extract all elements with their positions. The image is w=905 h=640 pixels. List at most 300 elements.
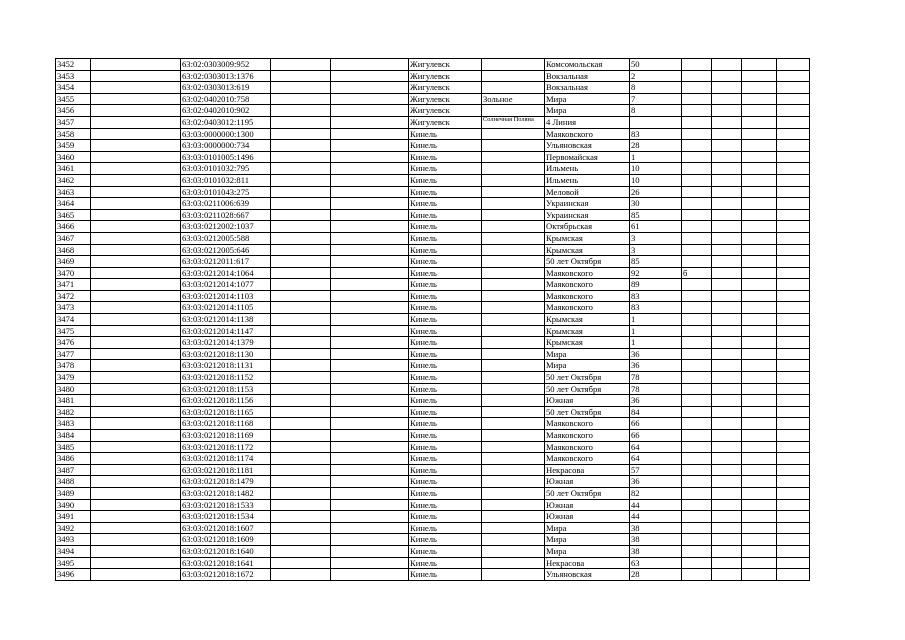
cell-city: Кинель [409,406,482,418]
cell-city: Кинель [409,128,482,140]
cell-empty-col-l [742,464,777,476]
cell-empty-col-b [91,545,181,557]
cell-empty-col-e [331,128,409,140]
cell-letter [682,128,712,140]
cell-street: Крымская [545,325,630,337]
cell-city: Кинель [409,372,482,384]
cell-empty-col-d [271,70,331,82]
cell-street: Маяковского [545,453,630,465]
cell-city: Кинель [409,337,482,349]
cell-empty-col-l [742,151,777,163]
cell-locality [482,557,545,569]
cell-empty-col-d [271,487,331,499]
cell-locality [482,82,545,94]
cell-empty-col-d [271,174,331,186]
cell-house-number: 1 [630,325,682,337]
table-row [56,522,810,534]
cell-street: Вокзальная [545,70,630,82]
cell-locality [482,290,545,302]
cell-empty-col-k [712,464,742,476]
cell-empty-col-k [712,267,742,279]
cell-locality: Зольное [482,93,545,105]
cell-empty-col-b [91,557,181,569]
cell-empty-col-m [777,499,810,511]
cell-locality [482,59,545,71]
cell-house-number: 83 [630,290,682,302]
cell-house-number: 57 [630,464,682,476]
cell-row-number: 3473 [56,302,91,314]
cell-empty-col-e [331,221,409,233]
cell-empty-col-e [331,209,409,221]
cell-empty-col-b [91,105,181,117]
cell-empty-col-m [777,244,810,256]
cell-letter [682,186,712,198]
cell-empty-col-m [777,406,810,418]
cell-cadastral-number: 63:02:0402010:902 [181,105,271,117]
cell-empty-col-m [777,93,810,105]
cell-empty-col-k [712,557,742,569]
cell-empty-col-b [91,290,181,302]
cell-empty-col-e [331,70,409,82]
cell-empty-col-m [777,105,810,117]
cell-city: Жигулевск [409,93,482,105]
cell-cadastral-number: 63:03:0212018:1153 [181,383,271,395]
cell-empty-col-e [331,279,409,291]
cell-house-number: 89 [630,279,682,291]
cell-row-number: 3487 [56,464,91,476]
cell-letter [682,174,712,186]
cell-empty-col-l [742,372,777,384]
cell-empty-col-m [777,256,810,268]
cell-empty-col-b [91,418,181,430]
cell-street: Мира [545,348,630,360]
cell-empty-col-k [712,534,742,546]
cell-street: Маяковского [545,418,630,430]
cell-city: Кинель [409,522,482,534]
cell-city: Кинель [409,534,482,546]
cell-empty-col-b [91,511,181,523]
cell-empty-col-e [331,522,409,534]
cell-locality [482,383,545,395]
cell-empty-col-d [271,163,331,175]
cell-letter [682,337,712,349]
cell-city: Кинель [409,348,482,360]
cell-empty-col-b [91,186,181,198]
cell-cadastral-number: 63:03:0212018:1165 [181,406,271,418]
cell-empty-col-k [712,430,742,442]
cell-empty-col-m [777,128,810,140]
cell-street: Украинская [545,198,630,210]
cell-empty-col-b [91,569,181,581]
cell-empty-col-l [742,209,777,221]
cell-cadastral-number: 63:03:0212014:1103 [181,290,271,302]
cell-street: Вокзальная [545,82,630,94]
cell-empty-col-l [742,116,777,128]
cell-empty-col-k [712,256,742,268]
cell-empty-col-e [331,314,409,326]
cell-house-number: 61 [630,221,682,233]
cell-empty-col-l [742,430,777,442]
cell-city: Кинель [409,140,482,152]
cell-city: Кинель [409,545,482,557]
cell-street: Мира [545,93,630,105]
cell-locality [482,279,545,291]
cell-street: Мира [545,105,630,117]
table-row [56,325,810,337]
cell-cadastral-number: 63:02:0303009:952 [181,59,271,71]
cell-house-number: 36 [630,395,682,407]
cell-empty-col-b [91,395,181,407]
cell-empty-col-e [331,174,409,186]
cell-empty-col-l [742,499,777,511]
table-row [56,372,810,384]
cell-house-number: 36 [630,476,682,488]
cell-empty-col-b [91,337,181,349]
table-row [56,174,810,186]
cell-street: Южная [545,511,630,523]
cell-empty-col-e [331,82,409,94]
cell-row-number: 3459 [56,140,91,152]
cell-empty-col-m [777,348,810,360]
cell-street: 4 Линия [545,116,630,128]
cell-empty-col-d [271,302,331,314]
cell-empty-col-e [331,325,409,337]
cell-empty-col-e [331,430,409,442]
cell-letter [682,140,712,152]
cell-row-number: 3492 [56,522,91,534]
cell-empty-col-b [91,82,181,94]
cell-locality [482,395,545,407]
cell-empty-col-k [712,348,742,360]
cell-empty-col-l [742,244,777,256]
cell-empty-col-l [742,128,777,140]
cell-street: Мира [545,534,630,546]
cell-row-number: 3461 [56,163,91,175]
cell-street: Мира [545,360,630,372]
table-row [56,534,810,546]
cell-empty-col-l [742,406,777,418]
cell-empty-col-d [271,82,331,94]
cell-city: Жигулевск [409,82,482,94]
cell-letter [682,545,712,557]
cell-row-number: 3478 [56,360,91,372]
cell-letter [682,70,712,82]
cell-empty-col-m [777,82,810,94]
table-body [56,59,810,581]
cell-empty-col-m [777,476,810,488]
table-row [56,279,810,291]
cell-empty-col-k [712,511,742,523]
cell-empty-col-e [331,418,409,430]
cell-empty-col-d [271,453,331,465]
cell-empty-col-k [712,221,742,233]
cell-locality [482,569,545,581]
cell-empty-col-d [271,256,331,268]
cell-cadastral-number: 63:03:0212018:1641 [181,557,271,569]
table-row [56,198,810,210]
cell-locality [482,430,545,442]
cell-street: 50 лет Октября [545,256,630,268]
table-row [56,105,810,117]
cell-house-number: 64 [630,441,682,453]
cell-letter [682,383,712,395]
cell-empty-col-d [271,337,331,349]
cell-empty-col-e [331,116,409,128]
cell-house-number: 85 [630,256,682,268]
cell-row-number: 3466 [56,221,91,233]
cell-empty-col-d [271,209,331,221]
cell-locality [482,522,545,534]
cell-row-number: 3494 [56,545,91,557]
cell-letter [682,557,712,569]
cell-street: Украинская [545,209,630,221]
cell-house-number: 63 [630,557,682,569]
cell-row-number: 3482 [56,406,91,418]
cell-empty-col-l [742,221,777,233]
cell-city: Кинель [409,232,482,244]
cell-cadastral-number: 63:03:0212018:1156 [181,395,271,407]
table-row [56,476,810,488]
cell-cadastral-number: 63:03:0101032:795 [181,163,271,175]
cell-empty-col-k [712,487,742,499]
cell-empty-col-b [91,279,181,291]
cell-cadastral-number: 63:03:0212018:1479 [181,476,271,488]
cell-empty-col-d [271,406,331,418]
cell-empty-col-m [777,325,810,337]
cell-row-number: 3485 [56,441,91,453]
cell-empty-col-e [331,395,409,407]
cell-empty-col-e [331,441,409,453]
cell-empty-col-e [331,163,409,175]
cell-locality [482,314,545,326]
cell-empty-col-k [712,140,742,152]
cell-empty-col-e [331,360,409,372]
cell-city: Кинель [409,464,482,476]
cell-letter [682,198,712,210]
cell-letter [682,290,712,302]
table-row [56,511,810,523]
cell-empty-col-b [91,476,181,488]
cell-empty-col-m [777,186,810,198]
cell-cadastral-number: 63:03:0212014:1138 [181,314,271,326]
cell-empty-col-b [91,267,181,279]
cell-empty-col-b [91,256,181,268]
cell-street: Крымская [545,232,630,244]
cell-house-number: 38 [630,522,682,534]
cell-locality [482,511,545,523]
cell-empty-col-d [271,476,331,488]
cell-empty-col-m [777,511,810,523]
cell-empty-col-k [712,453,742,465]
cell-empty-col-e [331,453,409,465]
cell-empty-col-k [712,151,742,163]
cell-street: Ильмень [545,174,630,186]
cell-empty-col-d [271,464,331,476]
cell-house-number: 7 [630,93,682,105]
cell-empty-col-e [331,545,409,557]
cell-city: Кинель [409,325,482,337]
cell-empty-col-d [271,325,331,337]
cell-street: Первомайская [545,151,630,163]
cell-locality [482,337,545,349]
cell-empty-col-d [271,59,331,71]
cell-street: Ильмень [545,163,630,175]
table-row [56,314,810,326]
cell-empty-col-l [742,314,777,326]
cell-street: Мира [545,522,630,534]
table-row [56,140,810,152]
cell-letter [682,487,712,499]
cell-empty-col-b [91,140,181,152]
cell-empty-col-m [777,453,810,465]
cell-cadastral-number: 63:03:0211006:639 [181,198,271,210]
cell-row-number: 3470 [56,267,91,279]
cell-empty-col-b [91,372,181,384]
cell-empty-col-b [91,406,181,418]
cell-row-number: 3452 [56,59,91,71]
cell-row-number: 3453 [56,70,91,82]
cell-city: Кинель [409,209,482,221]
cell-locality [482,441,545,453]
cell-city: Кинель [409,290,482,302]
cell-city: Кинель [409,511,482,523]
cell-cadastral-number: 63:03:0212014:1147 [181,325,271,337]
cell-letter [682,499,712,511]
cell-row-number: 3464 [56,198,91,210]
cell-empty-col-b [91,93,181,105]
cell-street: Крымская [545,244,630,256]
cell-empty-col-m [777,545,810,557]
cell-cadastral-number: 63:03:0000000:1300 [181,128,271,140]
cell-empty-col-m [777,290,810,302]
cell-locality [482,372,545,384]
cell-empty-col-k [712,337,742,349]
cell-empty-col-b [91,534,181,546]
cell-empty-col-d [271,128,331,140]
cell-locality: Солнечная Поляна [482,116,545,128]
cell-empty-col-k [712,545,742,557]
cell-empty-col-b [91,325,181,337]
cell-empty-col-l [742,487,777,499]
cell-empty-col-d [271,569,331,581]
cell-letter [682,569,712,581]
cell-empty-col-k [712,198,742,210]
cell-empty-col-b [91,383,181,395]
cell-locality [482,221,545,233]
cell-empty-col-d [271,372,331,384]
cell-house-number: 1 [630,151,682,163]
cell-city: Кинель [409,360,482,372]
cell-city: Кинель [409,569,482,581]
cell-cadastral-number: 63:03:0212018:1482 [181,487,271,499]
cell-empty-col-e [331,93,409,105]
cell-letter [682,116,712,128]
table-row [56,348,810,360]
cell-street: Маяковского [545,441,630,453]
cell-house-number: 36 [630,360,682,372]
cell-street: 50 лет Октября [545,406,630,418]
cell-cadastral-number: 63:02:0403012:1195 [181,116,271,128]
cell-empty-col-l [742,93,777,105]
cell-row-number: 3465 [56,209,91,221]
cell-house-number: 44 [630,499,682,511]
cell-empty-col-k [712,406,742,418]
table-row [56,93,810,105]
cell-city: Кинель [409,487,482,499]
cell-empty-col-l [742,441,777,453]
cell-row-number: 3472 [56,290,91,302]
cell-empty-col-m [777,464,810,476]
cell-empty-col-k [712,372,742,384]
table-row [56,232,810,244]
cell-street: Некрасова [545,557,630,569]
cell-cadastral-number: 63:03:0000000:734 [181,140,271,152]
cell-street: Маяковского [545,290,630,302]
cell-locality [482,198,545,210]
cell-city: Кинель [409,267,482,279]
cell-empty-col-k [712,279,742,291]
cell-city: Кинель [409,174,482,186]
cell-empty-col-m [777,302,810,314]
cell-letter [682,279,712,291]
table-row [56,290,810,302]
cell-empty-col-k [712,522,742,534]
cell-empty-col-m [777,116,810,128]
cell-street: Октябрьская [545,221,630,233]
cell-locality [482,348,545,360]
cell-locality [482,163,545,175]
cell-empty-col-l [742,256,777,268]
cell-cadastral-number: 63:03:0212018:1152 [181,372,271,384]
cell-letter [682,464,712,476]
cell-empty-col-k [712,232,742,244]
cell-empty-col-k [712,569,742,581]
cell-row-number: 3455 [56,93,91,105]
cell-row-number: 3488 [56,476,91,488]
cell-city: Кинель [409,186,482,198]
cell-street: Меловой [545,186,630,198]
cell-house-number: 50 [630,59,682,71]
cell-cadastral-number: 63:03:0212014:1105 [181,302,271,314]
cell-empty-col-m [777,314,810,326]
cell-cadastral-number: 63:03:0212018:1174 [181,453,271,465]
cell-cadastral-number: 63:02:0402010:758 [181,93,271,105]
cell-empty-col-l [742,534,777,546]
cell-letter [682,256,712,268]
cell-empty-col-d [271,151,331,163]
cell-empty-col-k [712,244,742,256]
cell-empty-col-d [271,140,331,152]
cell-empty-col-e [331,232,409,244]
cell-empty-col-m [777,522,810,534]
cell-empty-col-k [712,499,742,511]
cell-empty-col-b [91,70,181,82]
cell-street: Ульяновская [545,569,630,581]
cell-empty-col-m [777,163,810,175]
cell-row-number: 3480 [56,383,91,395]
cell-street: Маяковского [545,279,630,291]
cell-cadastral-number: 63:03:0212018:1534 [181,511,271,523]
cell-locality [482,302,545,314]
cell-empty-col-l [742,522,777,534]
cell-street: Крымская [545,337,630,349]
cell-empty-col-m [777,360,810,372]
cell-city: Кинель [409,151,482,163]
cell-locality [482,476,545,488]
cell-locality [482,418,545,430]
cell-row-number: 3490 [56,499,91,511]
cell-cadastral-number: 63:03:0212018:1672 [181,569,271,581]
